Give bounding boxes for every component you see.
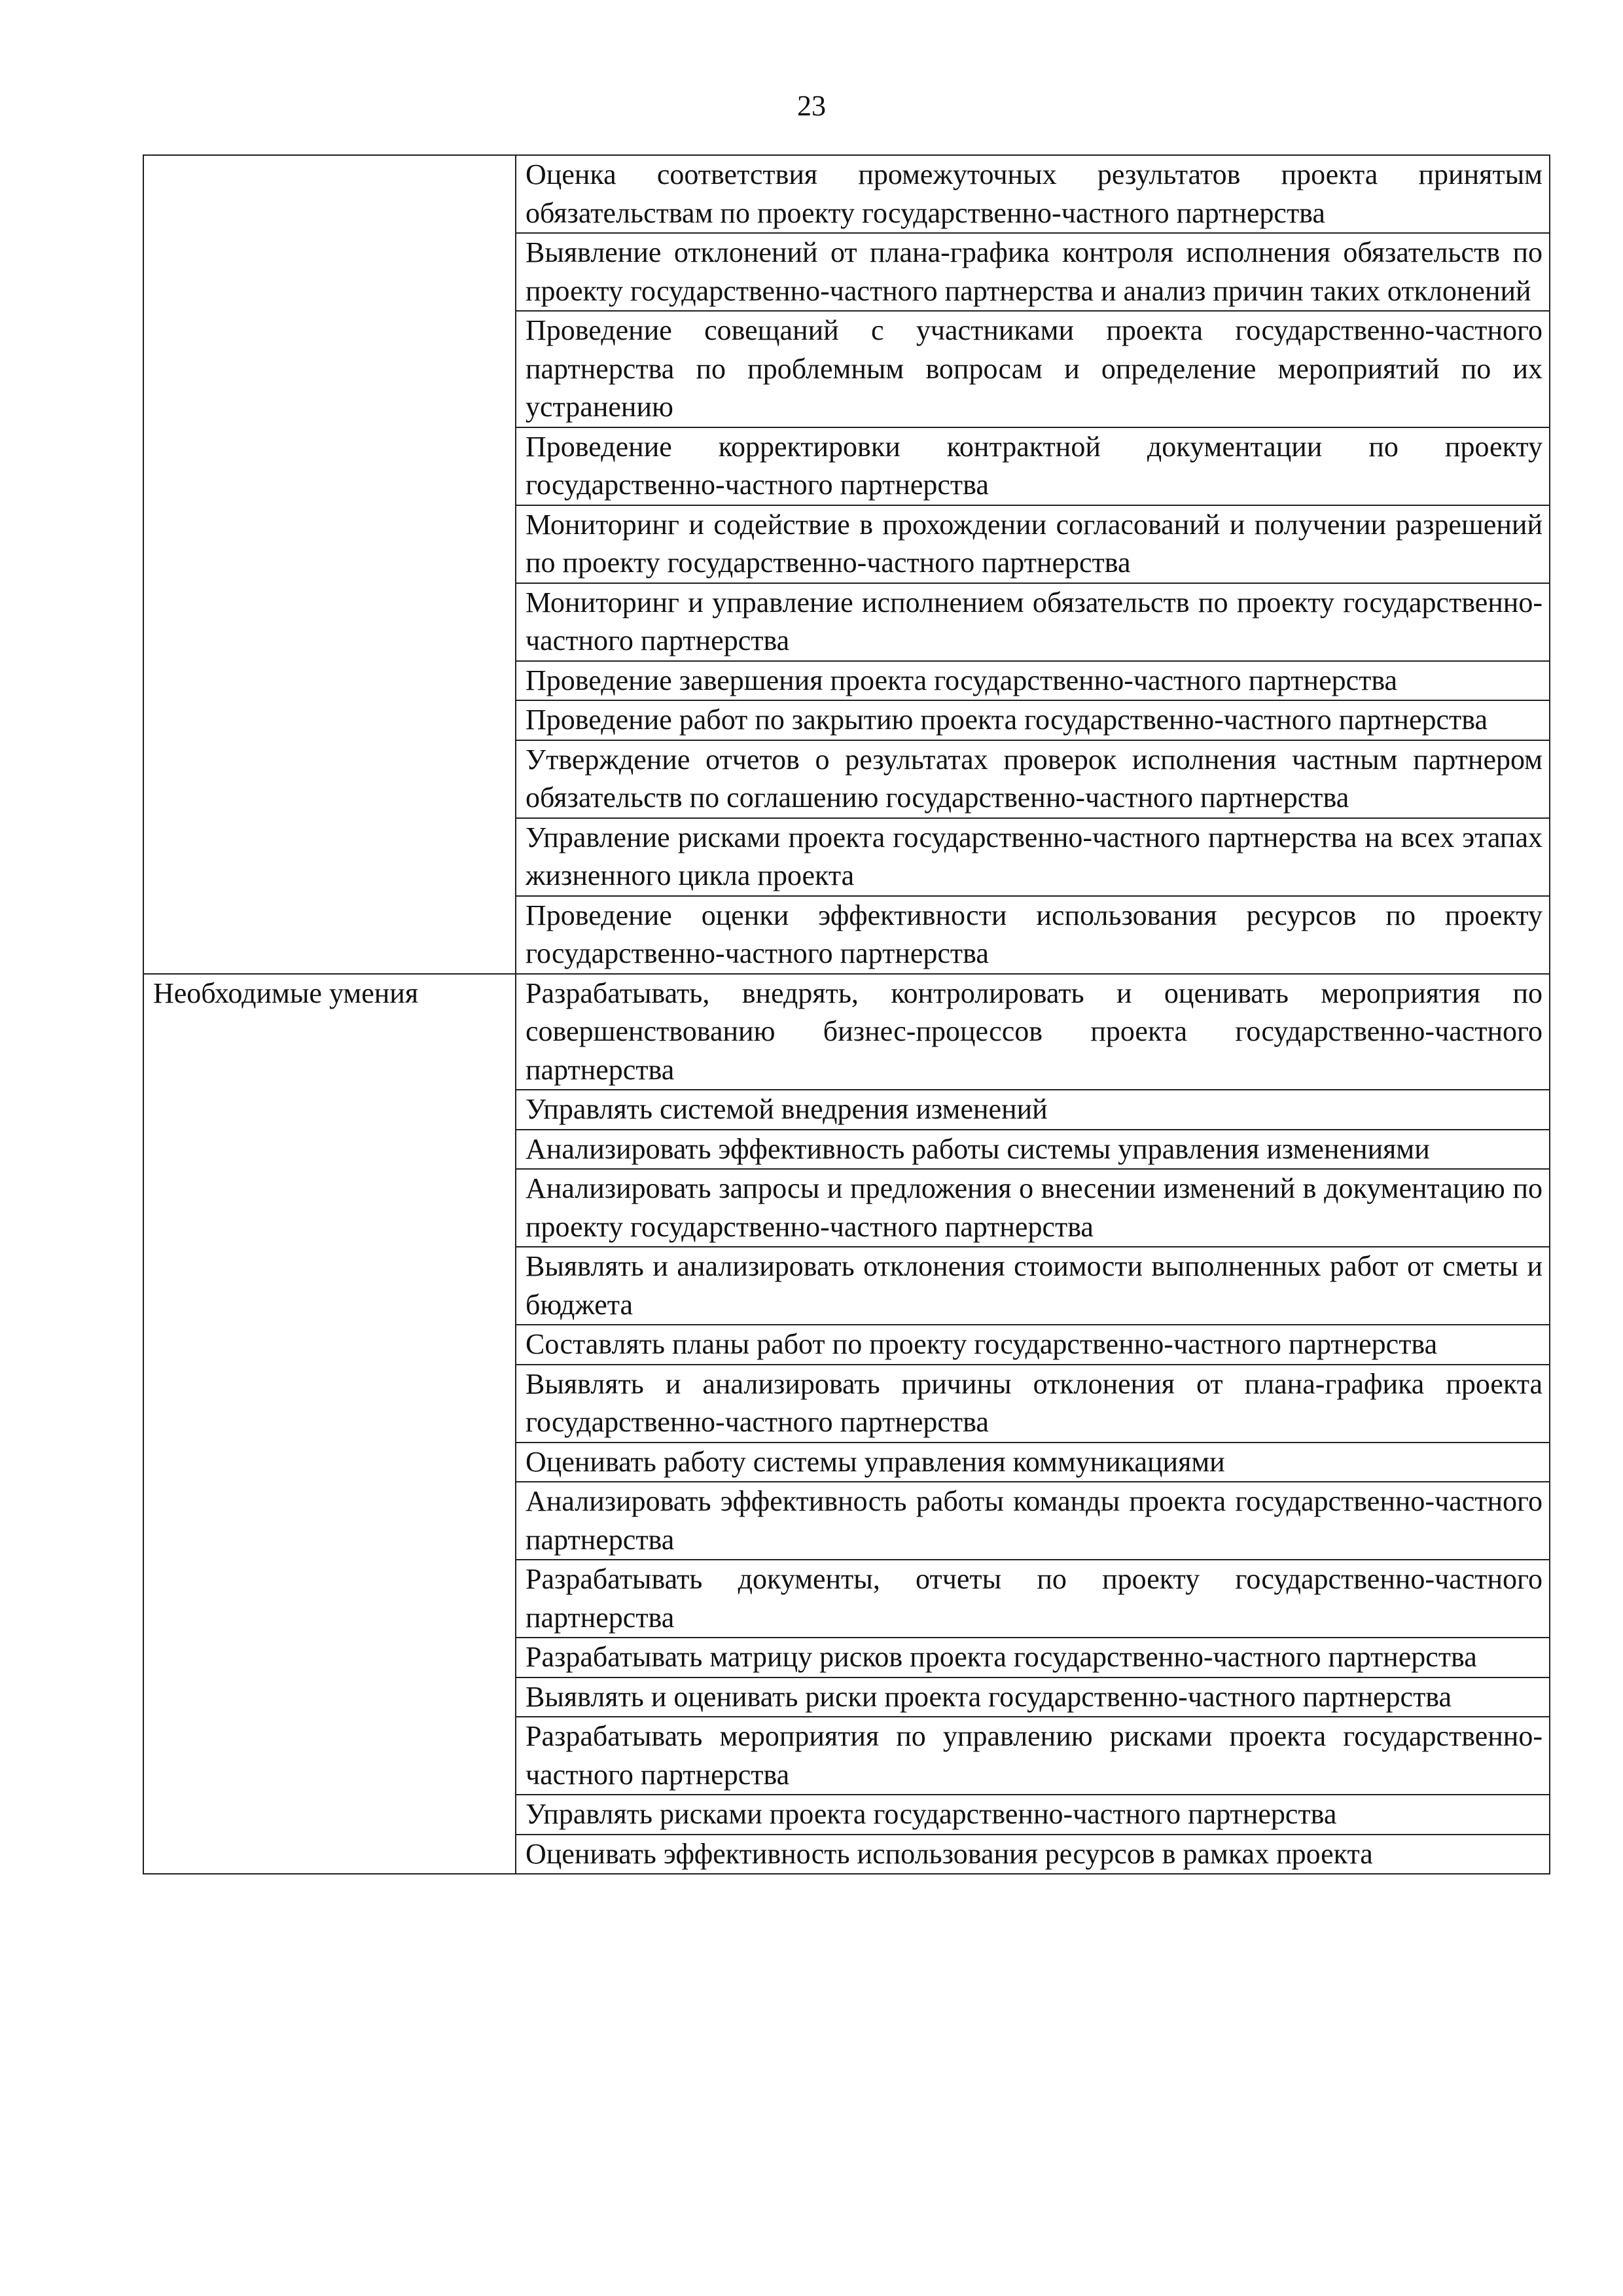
item-text: Анализировать эффективность работы команды проекта государственно-частного партнерства [526, 1485, 1543, 1556]
item-text: Оценка соответствия промежуточных результатов проекта принятым обязательствам по проекту государственно-частного партнерства [526, 158, 1543, 229]
item-cell [516, 700, 1550, 740]
item-text: Утверждение отчетов о результатах проверок исполнения частным партнером обязательств по соглашению государственно-частного партнерства [526, 743, 1543, 814]
item-text: Выявление отклонений от плана-графика контроля исполнения обязательств по проекту государственно-частного партнерства и анализ причин таких отклонений [526, 236, 1543, 307]
item-text: Проведение оценки эффективности использования ресурсов по проекту государственно-частного партнерства [526, 899, 1543, 969]
item-text: Анализировать эффективность работы системы управления изменениями [526, 1132, 1430, 1165]
item-cell [516, 740, 1550, 818]
item-text: Оценивать работу системы управления коммуникациями [526, 1445, 1225, 1478]
item-cell [516, 155, 1550, 233]
item-text: Выявлять и оценивать риски проекта государственно-частного партнерства [526, 1680, 1452, 1713]
item-cell [516, 1835, 1550, 1874]
item-cell [516, 427, 1550, 505]
item-cell [516, 1130, 1550, 1170]
table-body [143, 155, 1550, 1874]
item-cell [516, 1325, 1550, 1365]
item-text: Выявлять и анализировать отклонения стоимости выполненных работ от сметы и бюджета [526, 1250, 1543, 1321]
item-cell [516, 1795, 1550, 1835]
item-text: Разрабатывать, внедрять, контролировать и оценивать мероприятия по совершенствованию бизнес-процессов проекта государственно-частного партнерства [526, 977, 1543, 1086]
item-text: Разрабатывать мероприятия по управлению рисками проекта государственно-частного партнерства [526, 1720, 1543, 1791]
item-text: Проведение завершения проекта государственно-частного партнерства [526, 664, 1398, 696]
requirements-table [143, 154, 1550, 1874]
section-label-required-skills: Необходимые умения [153, 977, 419, 1009]
table-row [143, 155, 1550, 233]
section-label-cell [143, 974, 516, 1874]
item-cell [516, 1090, 1550, 1130]
item-text: Анализировать запросы и предложения о внесении изменений в документацию по проекту государственно-частного партнерства [526, 1172, 1543, 1243]
item-cell [516, 1560, 1550, 1638]
item-cell [516, 1247, 1550, 1325]
item-cell [516, 974, 1550, 1090]
item-cell [516, 896, 1550, 974]
item-cell [516, 1443, 1550, 1482]
item-cell [516, 1365, 1550, 1443]
item-cell [516, 1169, 1550, 1247]
item-text: Проведение корректировки контрактной документации по проекту государственно-частного партнерства [526, 430, 1543, 501]
item-text: Мониторинг и содействие в прохождении согласований и получении разрешений по проекту государственно-частного партнерства [526, 508, 1543, 579]
item-cell [516, 1677, 1550, 1717]
item-text: Составлять планы работ по проекту государственно-частного партнерства [526, 1328, 1438, 1360]
table-row [143, 974, 1550, 1090]
item-cell [516, 818, 1550, 896]
item-text: Управление рисками проекта государственно-частного партнерства на всех этапах жизненного цикла проекта [526, 821, 1543, 891]
page-number: 23 [797, 90, 826, 122]
item-cell [516, 233, 1550, 311]
item-text: Разрабатывать матрицу рисков проекта государственно-частного партнерства [526, 1641, 1477, 1673]
item-cell [516, 1638, 1550, 1677]
item-text: Проведение совещаний с участниками проекта государственно-частного партнерства по проблемным вопросам и определение мероприятий по их устранению [526, 314, 1543, 423]
section-label-cell [143, 155, 516, 974]
item-text: Управлять системой внедрения изменений [526, 1093, 1048, 1125]
item-text: Выявлять и анализировать причины отклонения от плана-графика проекта государственно-частного партнерства [526, 1367, 1543, 1438]
item-cell [516, 661, 1550, 701]
item-cell [516, 1717, 1550, 1795]
item-text: Проведение работ по закрытию проекта государственно-частного партнерства [526, 704, 1488, 736]
item-cell [516, 583, 1550, 661]
item-text: Мониторинг и управление исполнением обязательств по проекту государственно-частного партнерства [526, 586, 1543, 656]
item-text: Разрабатывать документы, отчеты по проекту государственно-частного партнерства [526, 1563, 1543, 1634]
item-cell [516, 1482, 1550, 1560]
item-cell [516, 505, 1550, 583]
item-cell [516, 311, 1550, 427]
item-text: Оценивать эффективность использования ресурсов в рамках проекта [526, 1837, 1373, 1870]
item-text: Управлять рисками проекта государственно-частного партнерства [526, 1798, 1337, 1830]
